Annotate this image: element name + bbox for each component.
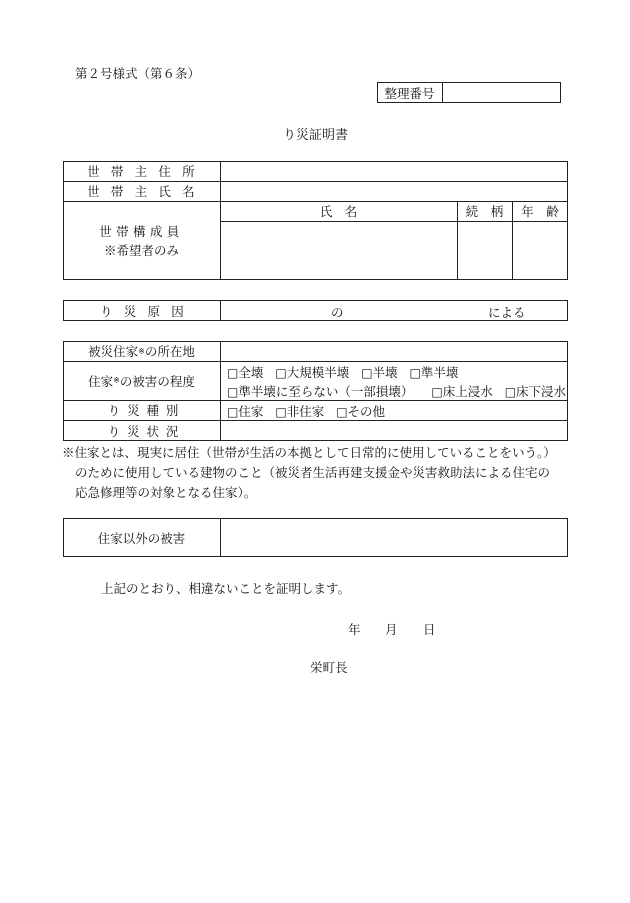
degree-label: 住家 ※ の被害の程度 (88, 373, 195, 389)
date-day: 日 (423, 622, 436, 637)
members-note: ※希望者のみ (103, 243, 179, 258)
head-name-field[interactable] (221, 182, 567, 201)
status-label: り災状況 (107, 423, 186, 439)
cause-niyoru: による (488, 305, 526, 320)
location-field[interactable] (221, 342, 567, 361)
page-title: り災証明書 (283, 128, 349, 143)
signer: 栄町長 (310, 660, 348, 675)
divider (220, 300, 221, 321)
checkbox-zenkai[interactable]: □全壊 (227, 365, 264, 380)
checkbox-sonota[interactable]: □その他 (336, 404, 386, 419)
seiri-bango-field[interactable] (443, 82, 560, 103)
date-month: 月 (385, 622, 398, 637)
type-label: り災種別 (107, 403, 186, 418)
seiri-bango-label: 整理番号 (384, 85, 435, 101)
checkbox-yukashita-shinsui[interactable]: □床下浸水 (504, 384, 567, 399)
degree-options-row1 (227, 363, 458, 381)
members-label: 世帯構成員 (99, 224, 184, 239)
head-address-label: 世帯主住所 (87, 164, 206, 179)
non-house-label: 住家以外の被害 (97, 530, 186, 546)
member-relation-field[interactable] (458, 222, 511, 279)
head-address-field[interactable] (221, 162, 567, 181)
cause-label: り災原因 (99, 303, 195, 319)
certify-text: 上記のとおり、相違ないことを証明します。 (101, 581, 351, 596)
checkbox-junhankai[interactable]: □準半壊 (409, 365, 459, 380)
checkbox-juka[interactable]: □住家 (227, 404, 264, 419)
date-year: 年 (348, 622, 361, 637)
degree-options-row2 (227, 382, 566, 400)
type-options (227, 402, 385, 420)
member-age-field[interactable] (513, 222, 567, 279)
status-field[interactable] (221, 421, 567, 440)
col-age-header: 年 齢 (521, 204, 559, 219)
location-label: 被災住家 ※ の所在地 (88, 344, 195, 359)
head-name-label: 世帯主氏名 (87, 184, 206, 199)
form-number: 第２号様式（第６条） (75, 66, 201, 81)
checkbox-hankai[interactable]: □半壊 (361, 365, 398, 380)
note-line-1: ※住家とは、現実に居住（世帯が生活の本拠として日常的に使用していることをいう。） (62, 445, 556, 460)
col-name-header: 氏 名 (319, 204, 358, 219)
member-name-field[interactable] (221, 222, 456, 279)
checkbox-ichibu-sonkai[interactable]: □準半壊に至らない（一部損壊） (227, 384, 414, 399)
checkbox-hijuka[interactable]: □非住家 (275, 404, 325, 419)
note-line-2: のために使用している建物のこと（被災者生活再建支援金や災害救助法による住宅の (75, 465, 551, 480)
note-line-3: 応急修理等の対象となる住家）。 (75, 485, 257, 500)
cause-no: の (331, 305, 344, 320)
col-relation-header: 続 柄 (465, 204, 504, 219)
non-house-field[interactable] (221, 519, 567, 556)
checkbox-yukaue-shinsui[interactable]: □床上浸水 (431, 384, 493, 399)
checkbox-daikibo-hankai[interactable]: □大規模半壊 (275, 365, 350, 380)
